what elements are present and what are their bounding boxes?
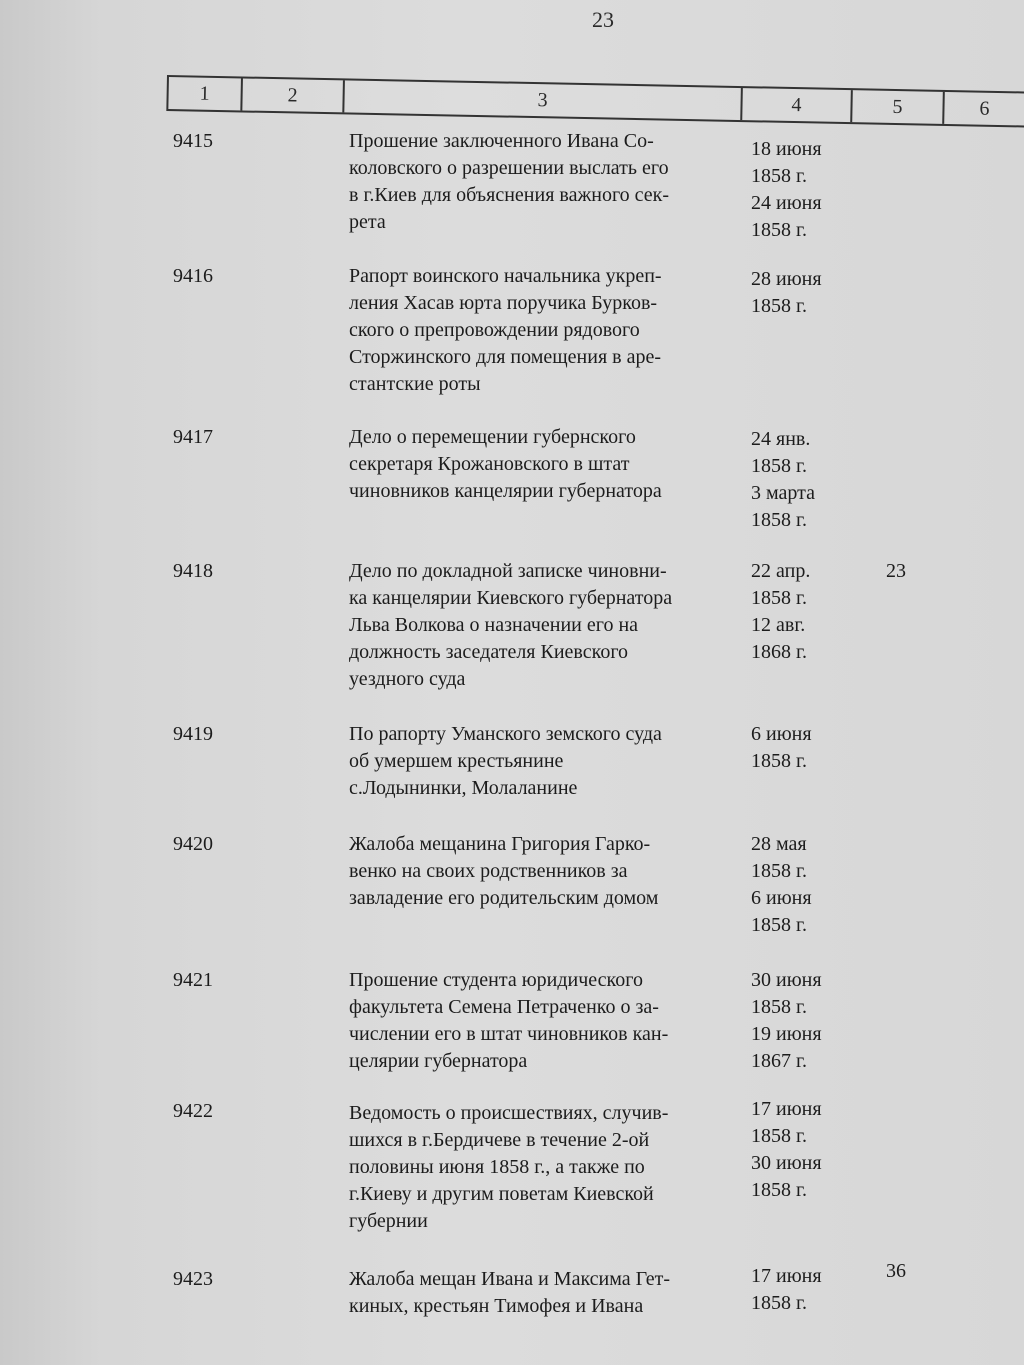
entry-date-line: 12 авг. [751,614,806,636]
entry-description-line: Прошение заключенного Ивана Со- [349,130,654,152]
entry-description-line: Ведомость о происшествиях, случив- [349,1102,669,1124]
entry-number: 9418 [173,560,213,582]
entry-date-line: 1858 г. [751,165,807,187]
entry-description-line: ка канцелярии Киевского губернатора [349,587,673,609]
entry-date-line: 24 июня [751,192,822,214]
entry-description-line: целярии губернатора [349,1050,528,1072]
entry-date-line: 1858 г. [751,219,807,241]
entry-description [349,128,741,236]
entry-description-line: числении его в штат чиновников кан- [349,1023,669,1045]
entry-date-line: 24 янв. [751,428,811,450]
entry-description-line: киных, крестьян Тимофея и Ивана [349,1295,644,1317]
entry-description-line: губернии [349,1210,428,1232]
entry-description-line: Прошение студента юридического [349,969,643,991]
entry-date-line: 1858 г. [751,996,807,1018]
entry-description-line: Сторжинского для помещения в аре- [349,346,662,368]
entry-description-line: с.Лодынинки, Молаланине [349,777,578,799]
entry-description-line: ления Хасав юрта поручика Бурков- [349,292,658,314]
entry-dates [751,558,861,666]
entry-description-line: Дело о перемещении губернского [349,426,636,448]
entry-description-line: Льва Волкова о назначении его на [349,614,639,636]
entry-date-line: 1858 г. [751,1125,807,1147]
entry-description-line: об умершем крестьянине [349,750,564,772]
page-number: 23 [592,7,614,32]
entry-description-line: Рапорт воинского начальника укреп- [349,265,662,287]
entry-pages: 36 [886,1260,906,1282]
entry-number: 9420 [173,833,213,855]
entry-date-line: 3 марта [751,482,815,504]
entry-date-line: 1858 г. [751,914,807,936]
entry-description-line: завладение его родительским домом [349,887,659,909]
entry-number: 9423 [173,1268,213,1290]
entry-date-line: 1858 г. [751,860,807,882]
entry-date-line: 1858 г. [751,455,807,477]
entry-date-line: 1858 г. [751,1292,807,1314]
entry-dates [751,1096,861,1204]
column-header-1: 1 [168,77,243,110]
entry-description [349,1100,741,1235]
entry-number: 9421 [173,969,213,991]
entry-number: 9415 [173,130,213,152]
entry-date-line: 1858 г. [751,295,807,317]
entry-description-line: в г.Киев для объяснения важного сек- [349,184,670,206]
entry-description-line: половины июня 1858 г., а также по [349,1156,645,1178]
entry-date-line: 28 июня [751,268,822,290]
entry-description-line: коловского о разрешении выслать его [349,157,669,179]
entry-date-line: 30 июня [751,969,822,991]
entry-description-line: секретаря Крожановского в штат [349,453,630,475]
entry-date-line: 17 июня [751,1265,822,1287]
entry-description [349,831,741,912]
entry-date-line: 22 апр. [751,560,811,582]
entry-number: 9419 [173,723,213,745]
entry-pages: 23 [886,560,906,582]
column-header-4: 4 [742,88,853,122]
entry-description [349,967,741,1075]
entry-date-line: 1858 г. [751,750,807,772]
entry-date-line: 1858 г. [751,587,807,609]
column-header-6: 6 [979,97,990,120]
entry-description-line: г.Киеву и другим поветам Киевской [349,1183,654,1205]
entry-description-line: По рапорту Уманского земского суда [349,723,662,745]
entry-date-line: 19 июня [751,1023,822,1045]
column-header-2: 2 [242,78,345,112]
entry-date-line: 6 июня [751,723,812,745]
entry-dates [751,831,861,939]
entry-date-line: 18 июня [751,138,822,160]
entry-description [349,558,741,693]
entry-dates [751,426,861,534]
entry-date-line: 1867 г. [751,1050,807,1072]
entry-date-line: 6 июня [751,887,812,909]
entry-dates [751,266,861,320]
entry-description [349,424,741,505]
entry-description-line: чиновников канцелярии губернатора [349,480,662,502]
entry-description-line: шихся в г.Бердичеве в течение 2-ой [349,1129,650,1151]
entry-description-line: Жалоба мещанина Григория Гарко- [349,833,651,855]
entry-date-line: 17 июня [751,1098,822,1120]
entry-dates [751,721,861,775]
entry-description-line: должность заседателя Киевского [349,641,629,663]
entry-number: 9416 [173,265,213,287]
entry-description-line: уездного суда [349,668,466,690]
entry-description-line: стантские роты [349,373,481,395]
entry-date-line: 28 мая [751,833,807,855]
entry-dates [751,967,861,1075]
entry-date-line: 1868 г. [751,641,807,663]
entry-description-line: Жалоба мещан Ивана и Максима Гет- [349,1268,670,1290]
entry-description [349,263,741,398]
entry-description-line: венко на своих родственников за [349,860,628,882]
entry-description-line: факультета Семена Петраченко о за- [349,996,659,1018]
entry-description [349,1266,741,1320]
entry-description-line: рета [349,211,386,233]
entry-date-line: 1858 г. [751,509,807,531]
entry-dates [751,1263,861,1317]
entry-dates [751,136,861,244]
entry-description [349,721,741,802]
column-header-3: 3 [344,80,743,120]
entry-description-line: ского о препровождении рядового [349,319,640,341]
entry-number: 9422 [173,1100,213,1122]
entry-description-line: Дело по докладной записке чиновни- [349,560,667,582]
entry-date-line: 30 июня [751,1152,822,1174]
entry-number: 9417 [173,426,213,448]
entry-date-line: 1858 г. [751,1179,807,1201]
column-header-5: 5 [852,90,945,124]
